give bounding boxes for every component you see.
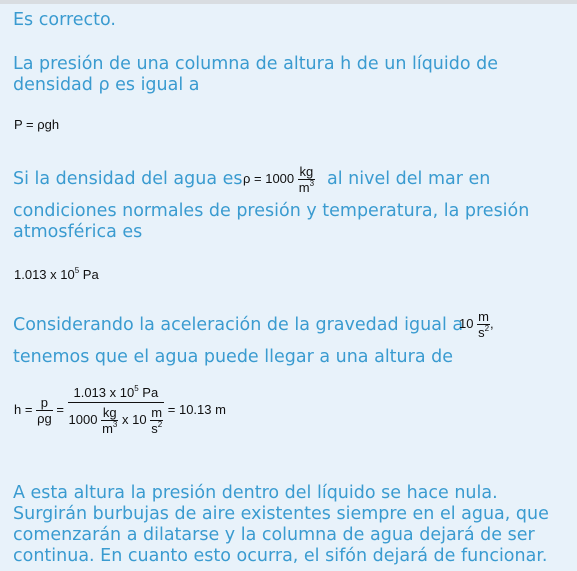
gravity-fraction: $\frac{m}{s^2}$ (478, 309, 490, 340)
height-fraction-1: $\frac{p}{\rho g}$ (37, 395, 52, 426)
paragraph-1-line-2: densidad ρ es igual a (13, 75, 200, 95)
height-lhs: h = (14, 401, 33, 417)
status-text: Es correcto. (13, 10, 116, 30)
height-fraction-2: 1.013 x $10^5$ Pa 1000 $\frac{kg}{m^3}$ x 10 $\frac{m}{s^2}$ (68, 384, 163, 436)
density-fraction (298, 164, 315, 195)
paragraph-1-line-1: La presión de una columna de altura h de un líquido de (13, 54, 499, 74)
paragraph-2-line-1 (13, 169, 243, 190)
paragraph-4-line-1: A esta altura la presión dentro del líquido se hace nula. (13, 483, 498, 503)
paragraph-2-post: al nivel del mar en (327, 169, 491, 189)
paragraph-3-line-1: Considerando la aceleración de la gravedad igual a (13, 315, 464, 335)
feedback-panel (0, 4, 577, 571)
height-equation: h = $\frac{p}{\rho g}$ = 1.013 x $10^5$ Pa 1000 $\frac{kg}{m^3}$ x 10 $\frac{m}{s^2}$ = 10.13 m (14, 384, 226, 436)
paragraph-4-line-2: Surgirán burbujas de aire existentes siempre en el agua, que (13, 504, 549, 524)
pressure-formula: P = ρgh (14, 117, 60, 132)
paragraph-2-line-2: condiciones normales de presión y temperatura, la presión (13, 201, 530, 221)
density-den: $m^3$ (298, 179, 315, 195)
density-num: kg (299, 164, 314, 179)
gravity-formula: 10 $\frac{m}{s^2}$ , (459, 309, 494, 340)
height-result: = 10.13 m (167, 401, 226, 417)
density-lhs: ρ = 1000 (243, 170, 295, 186)
paragraph-4-line-3: comenzarán a dilatarse y la columna de agua dejará de ser (13, 525, 535, 545)
paragraph-4-line-4: continua. En cuanto esto ocurra, el sifón dejará de funcionar. (13, 546, 548, 566)
density-formula (243, 164, 315, 195)
paragraph-2-pre: Si la densidad del agua es (13, 169, 243, 189)
atmospheric-pressure: 1.013 x $10^5$ Pa (14, 266, 99, 282)
paragraph-2-line-3: atmosférica es (13, 222, 143, 242)
paragraph-3-line-2: tenemos que el agua puede llegar a una altura de (13, 347, 453, 367)
